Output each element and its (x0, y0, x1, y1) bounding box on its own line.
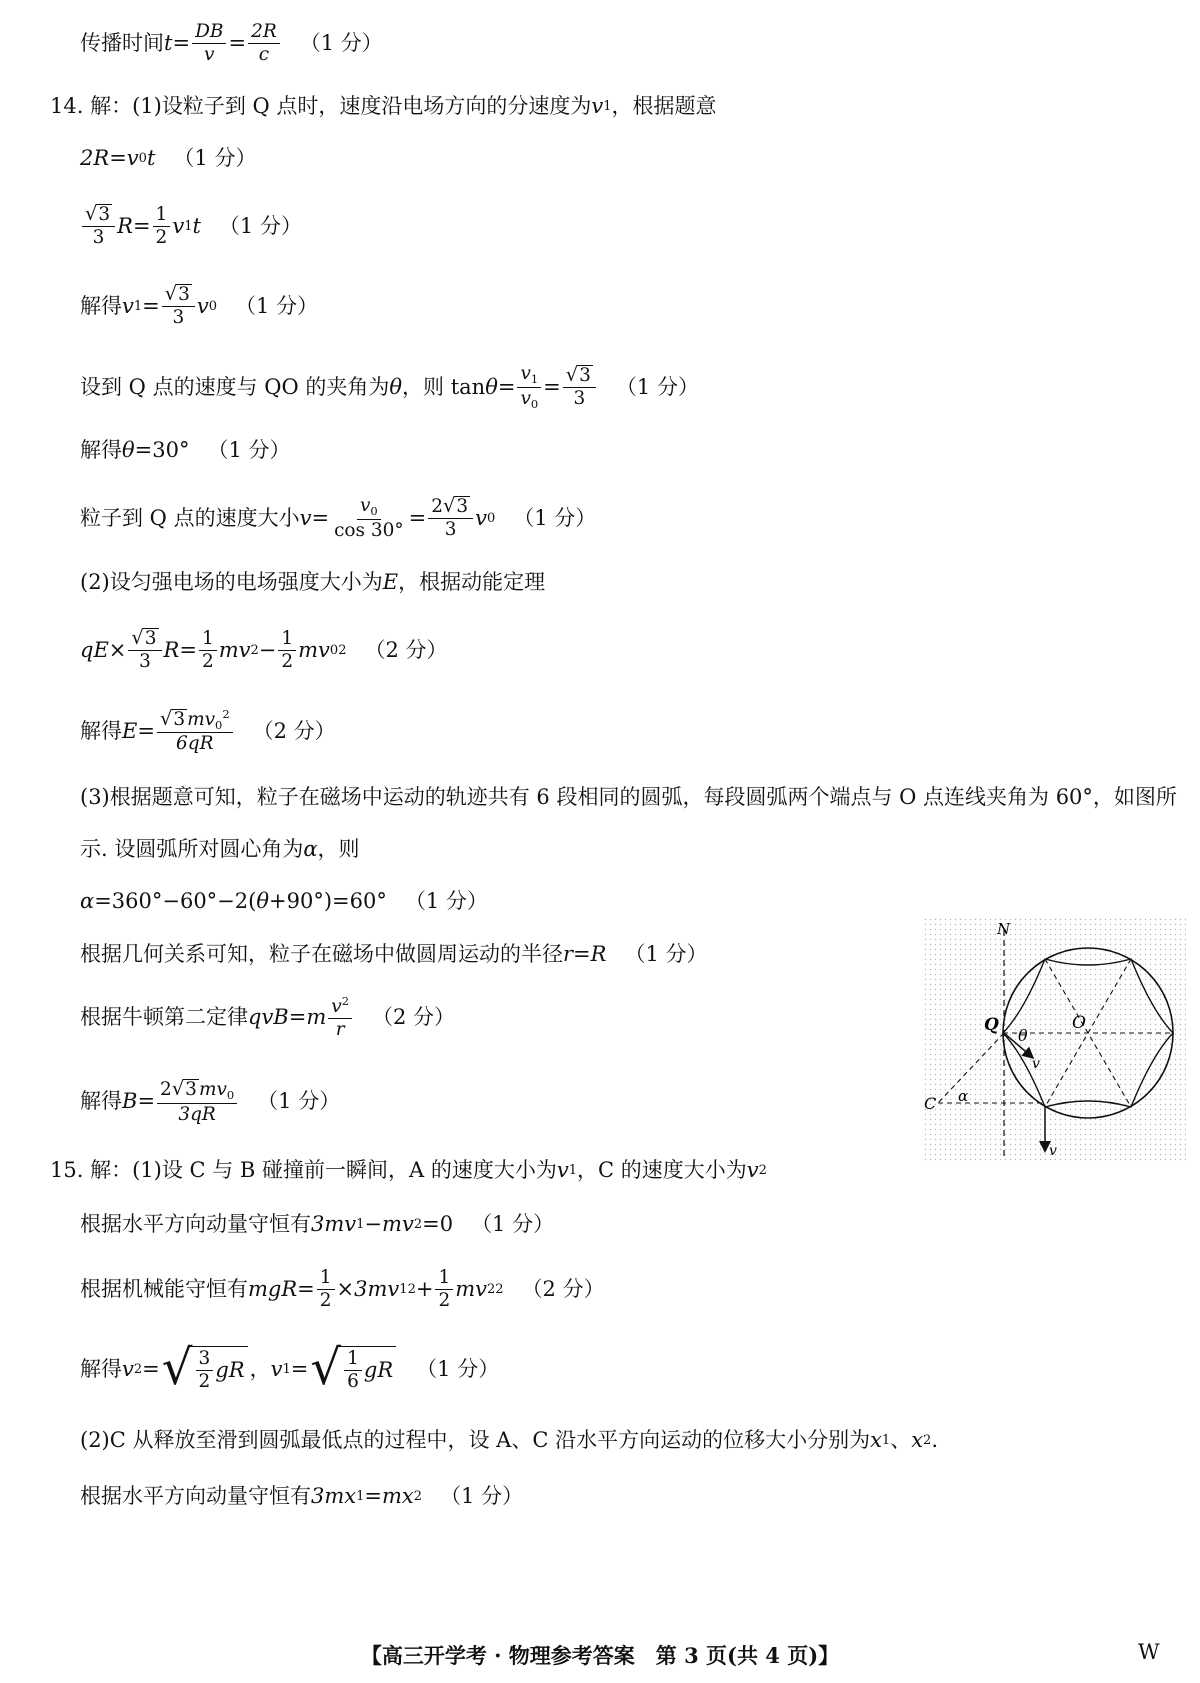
value: =30° (134, 438, 190, 462)
var: v (746, 1158, 759, 1182)
var: qE (80, 637, 109, 662)
numerator: 1 (435, 1268, 453, 1290)
radical: √ 3 (171, 1077, 197, 1100)
question-15-heading (50, 1158, 767, 1183)
text: +90°)=60° (269, 889, 387, 913)
footer-title: 【高三开学考 · 物理参考答案 第 3 页(共 4 页)】 (360, 1643, 840, 1668)
radicand: 3 (456, 496, 469, 518)
label-o: O (1072, 1013, 1086, 1033)
eq: = (288, 1005, 307, 1030)
var: θ (389, 374, 403, 399)
radical: √ $\frac{1}{6}$ gR (310, 1346, 396, 1393)
score-mark: （1 分） (299, 31, 383, 56)
label-q: Q (984, 1015, 999, 1035)
fraction (248, 22, 280, 66)
eq: = (142, 1356, 160, 1381)
text: 根据水平方向动量守恒有 (80, 1212, 311, 1236)
op: − (258, 637, 277, 662)
denominator: 3 (172, 307, 185, 329)
equation-line (80, 1340, 500, 1396)
var: v (122, 293, 134, 318)
score-mark: （2 分） (252, 718, 336, 743)
superscript: 2 (407, 1282, 416, 1298)
equation-line (80, 438, 291, 463)
fraction (563, 362, 596, 410)
equation-line (80, 889, 488, 914)
var: v (299, 505, 312, 530)
equation-line (80, 708, 336, 755)
denominator: r (335, 1019, 345, 1041)
op: − (364, 1212, 383, 1236)
superscript: 2 (495, 1282, 504, 1298)
radicand: 3 (178, 284, 190, 305)
equation-line (80, 1268, 605, 1312)
footer-mark: W (1138, 1640, 1160, 1664)
var: 2R (80, 146, 110, 170)
subscript: 2 (133, 1361, 143, 1377)
subscript: 2 (487, 1282, 496, 1298)
var: v (126, 146, 139, 170)
question-14-heading (50, 94, 717, 119)
eq: = (228, 31, 247, 56)
radical: √ 3 (442, 494, 469, 518)
fraction (344, 1349, 362, 1393)
eq: = (311, 505, 330, 530)
denominator: 2 (198, 1371, 211, 1393)
var: ×3mv (336, 1277, 400, 1302)
subscript: 2 (413, 1488, 423, 1504)
eq: = (497, 374, 516, 399)
var: v (172, 213, 185, 238)
label-n: N (997, 920, 1011, 938)
denominator: 2 (438, 1290, 451, 1312)
var: v (196, 293, 209, 318)
numerator: 2 √ 3 $mv_0$ (157, 1079, 237, 1104)
denominator: c (258, 44, 270, 66)
radicand: 3 (173, 708, 186, 730)
score-mark: （1 分） (235, 293, 319, 318)
eq: = (109, 146, 127, 170)
subscript: 1 (184, 218, 193, 234)
var: m (306, 1005, 327, 1030)
score-mark: （1 分） (615, 374, 699, 399)
var: t (146, 146, 156, 170)
numerator: DB (192, 22, 226, 44)
propagation-time-line (80, 22, 383, 66)
label-v-lower: v (1049, 1143, 1057, 1159)
var: E (122, 718, 138, 743)
text: (2)设匀强电场的电场强度大小为 (80, 570, 383, 594)
radical: √ $\frac{3}{2}$ gR (162, 1346, 248, 1393)
var: θ (485, 374, 498, 399)
var: mgR (248, 1277, 298, 1302)
fraction (157, 708, 233, 755)
equation-line (80, 496, 596, 541)
text-line (80, 942, 708, 967)
equation-line (80, 284, 318, 329)
var: mv (455, 1277, 487, 1302)
fraction (278, 629, 296, 673)
label-theta: θ (1018, 1026, 1028, 1045)
score-mark: （1 分） (624, 942, 708, 966)
subscript: 1 (603, 98, 612, 114)
var: t (192, 213, 201, 238)
denominator: 3 (573, 388, 586, 410)
var: v (556, 1158, 569, 1182)
fraction (199, 629, 217, 673)
eq: = (142, 293, 160, 318)
var: v (122, 1356, 134, 1381)
text: 根据水平方向动量守恒有 (80, 1484, 311, 1508)
denominator: 2 (319, 1290, 332, 1312)
var: r (563, 942, 574, 966)
fraction (82, 204, 115, 249)
radical: √ 3 (131, 626, 157, 649)
var: gR (363, 1358, 394, 1383)
numerator (563, 362, 596, 388)
subscript: 2 (413, 1216, 423, 1232)
numerator: 1 (153, 205, 171, 227)
text: 解得 (80, 293, 122, 318)
var: 3mv (311, 1212, 357, 1236)
equation-line (80, 204, 302, 249)
eq: = (364, 1484, 383, 1508)
text: 14. 解：(1)设粒子到 Q 点时，速度沿电场方向的分速度为 (50, 94, 592, 118)
equation-line (80, 628, 448, 673)
eq: = (172, 31, 191, 56)
text: 根据牛顿第二定律 (80, 1005, 248, 1030)
fraction (328, 995, 352, 1041)
denominator: $v_0$ (520, 387, 539, 411)
part-3-heading (80, 785, 1177, 810)
eq: = (290, 1356, 309, 1381)
numerator: 2R (248, 22, 280, 44)
radical: √ 3 (565, 362, 591, 386)
score-mark: （1 分） (416, 1356, 500, 1381)
fraction (162, 284, 195, 329)
numerator: $v_0$ (357, 496, 381, 520)
score-mark: （2 分） (364, 637, 448, 662)
numerator: 1 (317, 1268, 335, 1290)
score-mark: （1 分） (404, 889, 488, 913)
numerator: 1 (278, 629, 296, 651)
numerator: $v_1$ (517, 364, 541, 388)
fraction (435, 1268, 453, 1312)
var: mv (298, 637, 330, 662)
part-2-heading (80, 570, 545, 595)
var: mv (382, 1212, 414, 1236)
var: R (163, 637, 180, 662)
subscript: 1 (133, 298, 143, 314)
fraction (192, 22, 226, 66)
eq: = (408, 505, 427, 530)
var: α (303, 837, 318, 861)
text: 示. 设圆弧所对圆心角为 (80, 837, 304, 861)
denominator: 3qR (178, 1103, 216, 1125)
fraction (157, 1079, 237, 1125)
text: 解得 (80, 718, 122, 743)
var: R (117, 213, 133, 238)
subscript: 1 (881, 1432, 891, 1448)
subscript: 2 (758, 1162, 767, 1178)
subscript: 2 (923, 1432, 932, 1448)
denominator: v (204, 44, 215, 66)
var: mx (382, 1484, 414, 1508)
numerator (162, 284, 195, 307)
var: v (475, 505, 487, 530)
text: ， (249, 1356, 271, 1381)
score-mark: （1 分） (440, 1484, 524, 1508)
fraction (196, 1349, 214, 1393)
var: E (382, 570, 399, 594)
eq: =0 (422, 1212, 454, 1236)
label-c: C (924, 1094, 937, 1113)
text: 传播时间 (80, 31, 164, 56)
fraction (153, 205, 171, 249)
radicand: 3 (144, 628, 157, 649)
var: θ (256, 889, 269, 913)
var: v (591, 94, 604, 118)
text: (2)C 从释放至滑到圆弧最低点的过程中，设 A、C 沿水平方向运动的位移大小分别为 (80, 1428, 871, 1452)
subscript: 1 (568, 1162, 578, 1178)
denominator: 3 (92, 227, 105, 249)
score-mark: （1 分） (257, 1089, 341, 1114)
denominator: cos 30° (334, 519, 404, 541)
text: =360°−60°−2( (94, 889, 257, 913)
text: ，根据动能定理 (398, 570, 546, 594)
fraction (128, 628, 161, 673)
denominator: 2 (281, 650, 294, 672)
text: 15. 解：(1)设 C 与 B 碰撞前一瞬间，A 的速度大小为 (50, 1158, 557, 1182)
eq: = (297, 1277, 315, 1302)
eq: = (137, 718, 155, 743)
numerator: √ 3 $mv_0^2$ (157, 708, 233, 733)
subscript: 0 (329, 642, 339, 658)
var: gR (215, 1358, 245, 1383)
text: 解得 (80, 438, 122, 462)
label-v: v (1032, 1056, 1040, 1072)
var: 3mx (311, 1484, 357, 1508)
subscript: 1 (356, 1216, 365, 1232)
denominator: 3 (444, 519, 457, 541)
var: x (911, 1428, 924, 1452)
var: qvB (248, 1005, 289, 1030)
score-mark: （1 分） (218, 213, 302, 238)
score-mark: （1 分） (513, 505, 597, 530)
text: 设到 Q 点的速度与 QO 的夹角为 (80, 374, 390, 399)
score-mark: （1 分） (173, 146, 257, 170)
subscript: 1 (399, 1282, 408, 1298)
denominator: 2 (201, 650, 214, 672)
subscript: 0 (208, 298, 218, 314)
eq: = (179, 637, 197, 662)
text: . (931, 1428, 939, 1452)
score-mark: （2 分） (521, 1277, 605, 1302)
denominator: 3 (139, 651, 151, 673)
subscript: 1 (356, 1488, 365, 1504)
score-mark: （1 分） (207, 438, 291, 462)
var: v (270, 1356, 283, 1381)
part-2-heading (80, 1428, 938, 1453)
radicand: 3 (185, 1079, 197, 1100)
text: 解得 (80, 1089, 122, 1114)
numerator (128, 628, 161, 651)
equation-line (80, 1212, 554, 1237)
var: α (80, 889, 95, 913)
numerator (82, 204, 115, 227)
denominator: 6 (347, 1371, 359, 1393)
superscript: 2 (338, 642, 347, 658)
score-mark: （2 分） (372, 1005, 456, 1030)
text: (3)根据题意可知，粒子在磁场中运动的轨迹共有 6 段相同的圆弧，每段圆弧两个端点与 O 点连线夹角为 60°，如图所 (80, 785, 1177, 809)
radical: √ 3 (159, 706, 186, 730)
text: 解得 (80, 1356, 122, 1381)
text: ，则 tan (402, 374, 486, 399)
eq: = (543, 374, 561, 399)
text: ，则 (317, 837, 360, 861)
equation-line (80, 364, 699, 410)
equation-line (80, 1079, 340, 1125)
radical: √ 3 (85, 202, 111, 225)
fraction (517, 364, 541, 410)
eq: =R (573, 942, 607, 966)
text-line (80, 837, 360, 862)
superscript: 2 (250, 642, 259, 658)
var: x (870, 1428, 882, 1452)
text: 根据机械能守恒有 (80, 1277, 248, 1302)
text: 根据几何关系可知，粒子在磁场中做圆周运动的半径 (80, 942, 563, 966)
radical: √ 3 (164, 282, 190, 305)
numerator: 1 (344, 1349, 362, 1371)
op: × (108, 637, 127, 662)
text: 粒子到 Q 点的速度大小 (80, 505, 300, 530)
label-alpha: α (958, 1087, 969, 1105)
eq: = (132, 213, 151, 238)
equation-line (80, 995, 455, 1041)
fraction (428, 496, 473, 541)
op: + (415, 1277, 434, 1302)
radicand: 3 (579, 364, 591, 386)
fraction (331, 496, 407, 541)
numerator: 2 √ 3 (428, 496, 473, 519)
subscript: 0 (138, 150, 147, 166)
var: mv (218, 637, 251, 662)
text: ，C 的速度大小为 (577, 1158, 747, 1182)
fraction (317, 1268, 335, 1312)
equation-line (80, 146, 256, 171)
var: B (122, 1089, 138, 1114)
denominator: 2 (155, 226, 168, 248)
numerator: 3 (196, 1349, 214, 1371)
numerator: 1 (199, 629, 217, 651)
denominator: 6qR (176, 733, 214, 755)
text: 、 (890, 1428, 912, 1452)
subscript: 0 (486, 510, 496, 526)
score-mark: （1 分） (471, 1212, 555, 1236)
var: θ (122, 438, 135, 462)
numerator: $v^2$ (328, 995, 352, 1019)
text: ，根据题意 (611, 94, 717, 118)
var-t: t (164, 31, 173, 56)
subscript: 1 (282, 1361, 291, 1377)
eq: = (137, 1089, 156, 1114)
equation-line (80, 1484, 523, 1509)
magnetic-field-diagram (924, 918, 1186, 1163)
radicand: 3 (98, 204, 111, 225)
